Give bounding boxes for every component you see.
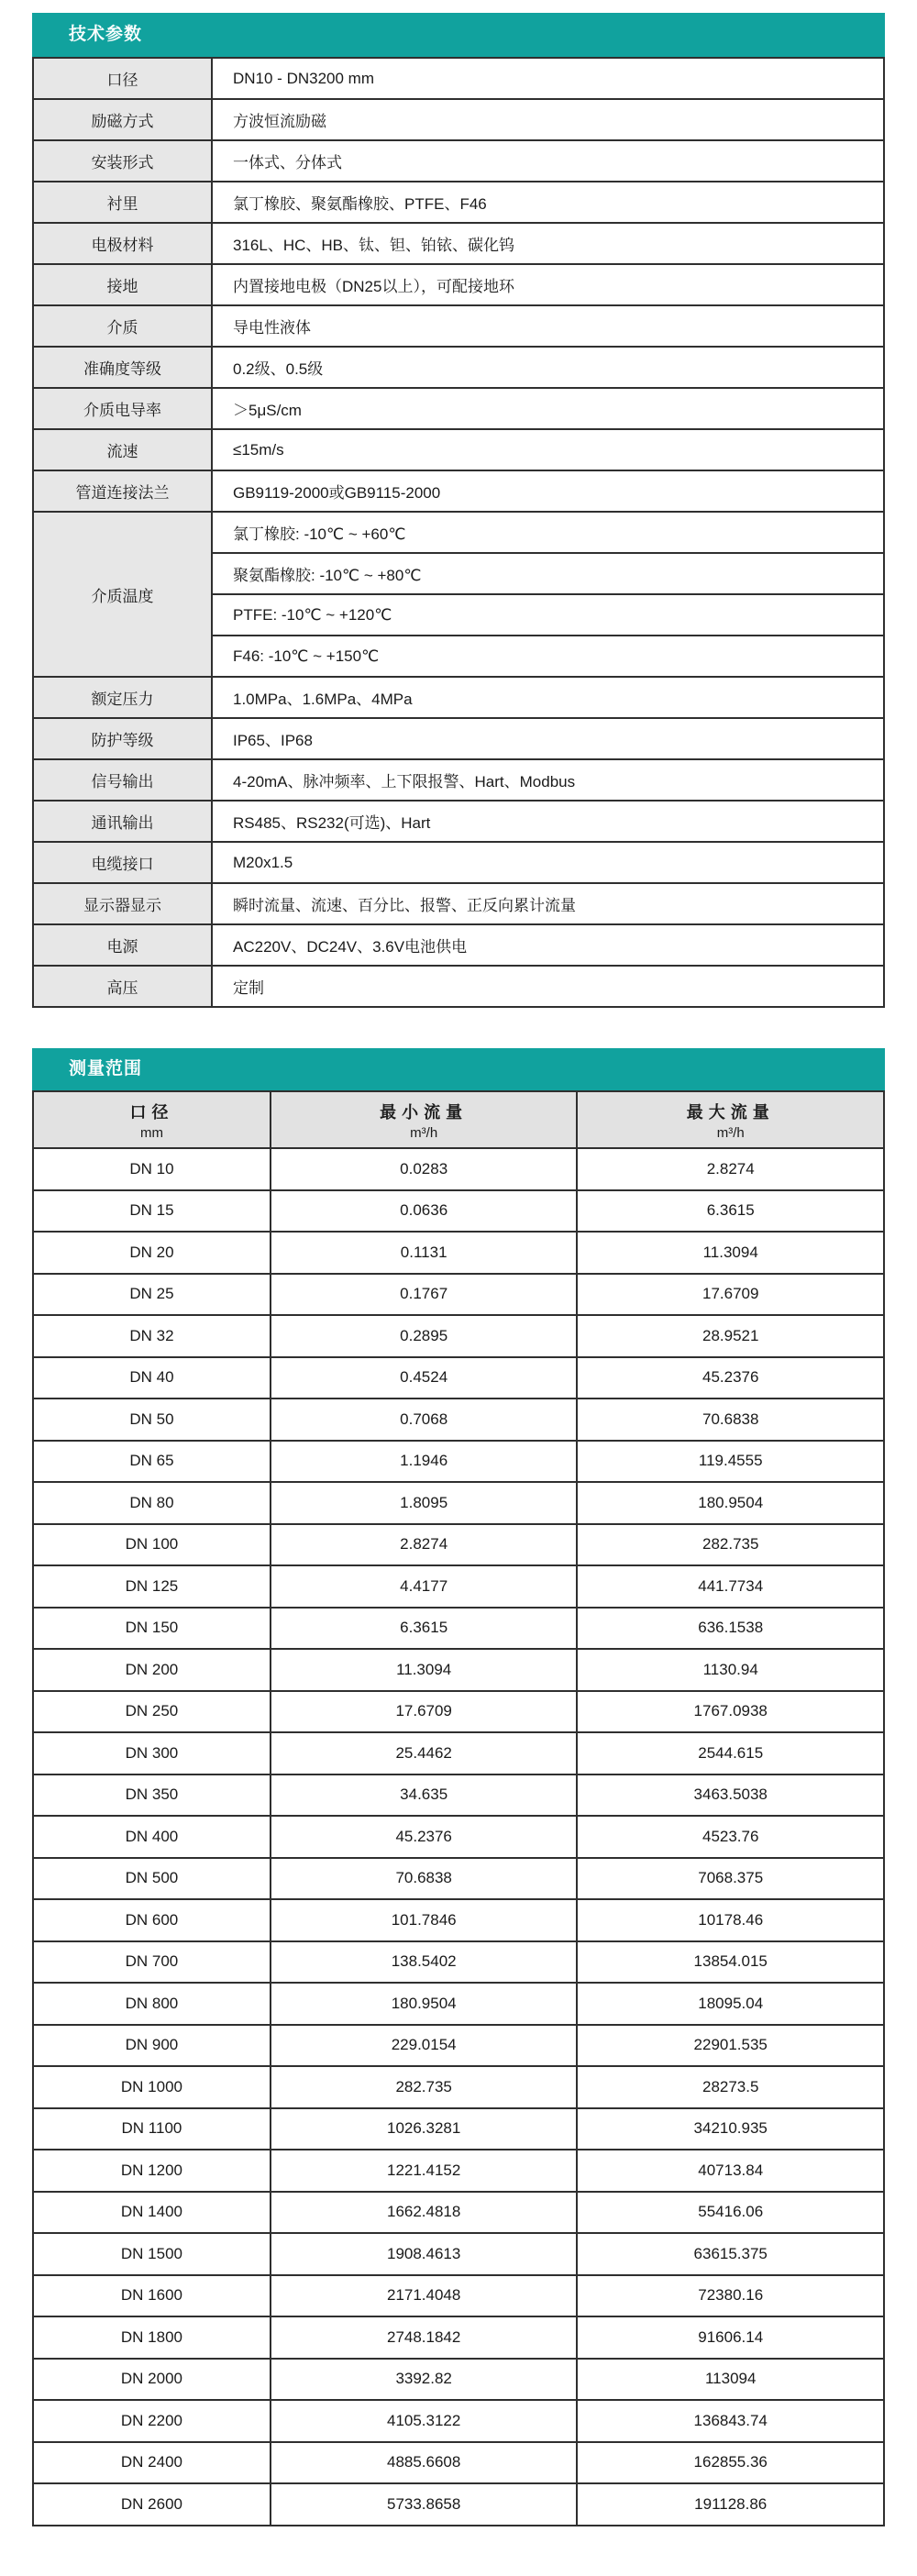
param-label: 额定压力 bbox=[33, 677, 212, 718]
max-flow-cell: 91606.14 bbox=[577, 2316, 884, 2359]
diameter-cell: DN 350 bbox=[33, 1774, 271, 1817]
table-row bbox=[33, 1357, 884, 1399]
param-value: 瞬时流量、流速、百分比、报警、正反向累计流量 bbox=[212, 883, 884, 924]
param-value: 0.2级、0.5级 bbox=[212, 347, 884, 388]
table-row bbox=[33, 1524, 884, 1566]
table-row bbox=[33, 1315, 884, 1357]
max-flow-cell: 282.735 bbox=[577, 1524, 884, 1566]
column-title: 最大流量 bbox=[686, 1102, 775, 1122]
diameter-cell: DN 300 bbox=[33, 1732, 271, 1774]
param-value: 定制 bbox=[212, 966, 884, 1007]
table-row bbox=[33, 2483, 884, 2526]
max-flow-cell: 11.3094 bbox=[577, 1232, 884, 1274]
table-row bbox=[33, 1274, 884, 1316]
min-flow-cell: 1662.4818 bbox=[271, 2192, 578, 2234]
max-flow-cell: 72380.16 bbox=[577, 2275, 884, 2317]
min-flow-cell: 17.6709 bbox=[271, 1691, 578, 1733]
min-flow-cell: 11.3094 bbox=[271, 1649, 578, 1691]
param-value: 内置接地电极（DN25以上），可配接地环 bbox=[212, 264, 884, 305]
param-label: 流速 bbox=[33, 429, 212, 470]
min-flow-cell: 229.0154 bbox=[271, 2025, 578, 2067]
tech-params-header bbox=[32, 13, 885, 57]
param-value: DN10 - DN3200 mm bbox=[212, 58, 884, 99]
measure-range-head bbox=[33, 1091, 884, 1148]
tech-params-table bbox=[32, 57, 885, 1008]
max-flow-cell: 4523.76 bbox=[577, 1816, 884, 1858]
diameter-cell: DN 40 bbox=[33, 1357, 271, 1399]
diameter-cell: DN 250 bbox=[33, 1691, 271, 1733]
table-row bbox=[33, 1649, 884, 1691]
param-value: 方波恒流励磁 bbox=[212, 99, 884, 140]
param-value: 导电性液体 bbox=[212, 305, 884, 347]
max-flow-cell: 1767.0938 bbox=[577, 1691, 884, 1733]
min-flow-cell: 34.635 bbox=[271, 1774, 578, 1817]
max-flow-cell: 34210.935 bbox=[577, 2108, 884, 2150]
table-row bbox=[33, 677, 884, 718]
measure-range-title: 测量范围 bbox=[69, 1059, 143, 1078]
min-flow-cell: 3392.82 bbox=[271, 2359, 578, 2401]
max-flow-cell: 113094 bbox=[577, 2359, 884, 2401]
param-value: AC220V、DC24V、3.6V电池供电 bbox=[212, 924, 884, 966]
min-flow-cell: 0.2895 bbox=[271, 1315, 578, 1357]
table-row bbox=[33, 305, 884, 347]
measure-range-header bbox=[32, 1048, 885, 1090]
max-flow-cell: 441.7734 bbox=[577, 1565, 884, 1608]
table-row bbox=[33, 347, 884, 388]
param-label: 显示器显示 bbox=[33, 883, 212, 924]
table-row bbox=[33, 2400, 884, 2442]
max-flow-cell: 1130.94 bbox=[577, 1649, 884, 1691]
table-row bbox=[33, 140, 884, 182]
min-flow-cell: 2171.4048 bbox=[271, 2275, 578, 2317]
table-row bbox=[33, 718, 884, 759]
table-row bbox=[33, 1941, 884, 1984]
table-row bbox=[33, 2108, 884, 2150]
max-flow-cell: 13854.015 bbox=[577, 1941, 884, 1984]
table-row bbox=[33, 966, 884, 1007]
diameter-cell: DN 800 bbox=[33, 1983, 271, 2025]
diameter-cell: DN 1800 bbox=[33, 2316, 271, 2359]
column-header-min-flow bbox=[271, 1091, 578, 1148]
table-row bbox=[33, 264, 884, 305]
max-flow-cell: 70.6838 bbox=[577, 1399, 884, 1441]
diameter-cell: DN 1400 bbox=[33, 2192, 271, 2234]
min-flow-cell: 45.2376 bbox=[271, 1816, 578, 1858]
header-row bbox=[33, 1091, 884, 1148]
min-flow-cell: 6.3615 bbox=[271, 1608, 578, 1650]
table-row bbox=[33, 2025, 884, 2067]
table-row bbox=[33, 1608, 884, 1650]
diameter-cell: DN 500 bbox=[33, 1858, 271, 1900]
min-flow-cell: 4.4177 bbox=[271, 1565, 578, 1608]
table-row bbox=[33, 1399, 884, 1441]
param-label: 准确度等级 bbox=[33, 347, 212, 388]
diameter-cell: DN 80 bbox=[33, 1482, 271, 1524]
param-label: 接地 bbox=[33, 264, 212, 305]
diameter-cell: DN 2000 bbox=[33, 2359, 271, 2401]
min-flow-cell: 1221.4152 bbox=[271, 2150, 578, 2192]
diameter-cell: DN 2400 bbox=[33, 2442, 271, 2484]
param-label: 口径 bbox=[33, 58, 212, 99]
param-value: 一体式、分体式 bbox=[212, 140, 884, 182]
diameter-cell: DN 150 bbox=[33, 1608, 271, 1650]
max-flow-cell: 3463.5038 bbox=[577, 1774, 884, 1817]
param-value: ＞5μS/cm bbox=[212, 388, 884, 429]
diameter-cell: DN 65 bbox=[33, 1441, 271, 1483]
diameter-cell: DN 20 bbox=[33, 1232, 271, 1274]
param-label: 电缆接口 bbox=[33, 842, 212, 883]
diameter-cell: DN 600 bbox=[33, 1899, 271, 1941]
column-unit: m³/h bbox=[716, 1124, 745, 1141]
table-row bbox=[33, 924, 884, 966]
table-row bbox=[33, 429, 884, 470]
column-header-max-flow bbox=[577, 1091, 884, 1148]
table-row bbox=[33, 2275, 884, 2317]
table-row bbox=[33, 1148, 884, 1190]
max-flow-cell: 7068.375 bbox=[577, 1858, 884, 1900]
diameter-cell: DN 1100 bbox=[33, 2108, 271, 2150]
table-row bbox=[33, 1565, 884, 1608]
diameter-cell: DN 25 bbox=[33, 1274, 271, 1316]
diameter-cell: DN 900 bbox=[33, 2025, 271, 2067]
max-flow-cell: 2.8274 bbox=[577, 1148, 884, 1190]
column-header-diameter bbox=[33, 1091, 271, 1148]
param-value: F46: -10℃ ~ +150℃ bbox=[212, 636, 884, 677]
section-gap bbox=[32, 1008, 885, 1048]
param-value: ≤15m/s bbox=[212, 429, 884, 470]
table-row bbox=[33, 1691, 884, 1733]
param-value: 316L、HC、HB、钛、钽、铂铱、碳化钨 bbox=[212, 223, 884, 264]
max-flow-cell: 180.9504 bbox=[577, 1482, 884, 1524]
diameter-cell: DN 400 bbox=[33, 1816, 271, 1858]
param-label: 介质电导率 bbox=[33, 388, 212, 429]
min-flow-cell: 1908.4613 bbox=[271, 2233, 578, 2275]
table-row bbox=[33, 801, 884, 842]
min-flow-cell: 0.7068 bbox=[271, 1399, 578, 1441]
diameter-cell: DN 1200 bbox=[33, 2150, 271, 2192]
table-row bbox=[33, 223, 884, 264]
max-flow-cell: 17.6709 bbox=[577, 1274, 884, 1316]
min-flow-cell: 180.9504 bbox=[271, 1983, 578, 2025]
table-row bbox=[33, 99, 884, 140]
table-row bbox=[33, 2192, 884, 2234]
param-label: 电极材料 bbox=[33, 223, 212, 264]
param-label: 介质 bbox=[33, 305, 212, 347]
min-flow-cell: 0.1131 bbox=[271, 1232, 578, 1274]
table-row bbox=[33, 883, 884, 924]
diameter-cell: DN 50 bbox=[33, 1399, 271, 1441]
tech-params-title: 技术参数 bbox=[69, 25, 143, 44]
param-value: M20x1.5 bbox=[212, 842, 884, 883]
min-flow-cell: 5733.8658 bbox=[271, 2483, 578, 2526]
max-flow-cell: 162855.36 bbox=[577, 2442, 884, 2484]
table-row bbox=[33, 388, 884, 429]
max-flow-cell: 2544.615 bbox=[577, 1732, 884, 1774]
max-flow-cell: 22901.535 bbox=[577, 2025, 884, 2067]
param-value: 氯丁橡胶: -10℃ ~ +60℃ bbox=[212, 512, 884, 553]
param-label: 通讯输出 bbox=[33, 801, 212, 842]
diameter-cell: DN 32 bbox=[33, 1315, 271, 1357]
param-value: IP65、IP68 bbox=[212, 718, 884, 759]
diameter-cell: DN 125 bbox=[33, 1565, 271, 1608]
table-row bbox=[33, 759, 884, 801]
table-row bbox=[33, 2316, 884, 2359]
table-row bbox=[33, 1983, 884, 2025]
table-row bbox=[33, 58, 884, 99]
max-flow-cell: 63615.375 bbox=[577, 2233, 884, 2275]
min-flow-cell: 0.0283 bbox=[271, 1148, 578, 1190]
min-flow-cell: 0.0636 bbox=[271, 1190, 578, 1233]
param-value: GB9119-2000或GB9115-2000 bbox=[212, 470, 884, 512]
diameter-cell: DN 1600 bbox=[33, 2275, 271, 2317]
max-flow-cell: 55416.06 bbox=[577, 2192, 884, 2234]
diameter-cell: DN 1500 bbox=[33, 2233, 271, 2275]
param-value: 4-20mA、脉冲频率、上下限报警、Hart、Modbus bbox=[212, 759, 884, 801]
table-row bbox=[33, 1232, 884, 1274]
table-row bbox=[33, 1441, 884, 1483]
tech-params-body bbox=[33, 58, 884, 1007]
min-flow-cell: 101.7846 bbox=[271, 1899, 578, 1941]
diameter-cell: DN 2600 bbox=[33, 2483, 271, 2526]
diameter-cell: DN 10 bbox=[33, 1148, 271, 1190]
table-row bbox=[33, 1816, 884, 1858]
measure-range-body bbox=[33, 1148, 884, 2526]
diameter-cell: DN 1000 bbox=[33, 2066, 271, 2108]
diameter-cell: DN 15 bbox=[33, 1190, 271, 1233]
param-value: 聚氨酯橡胶: -10℃ ~ +80℃ bbox=[212, 553, 884, 594]
table-row bbox=[33, 1899, 884, 1941]
min-flow-cell: 25.4462 bbox=[271, 1732, 578, 1774]
table-row bbox=[33, 2066, 884, 2108]
column-title: 口径 bbox=[129, 1102, 174, 1122]
diameter-cell: DN 200 bbox=[33, 1649, 271, 1691]
param-label: 介质温度 bbox=[33, 512, 212, 677]
table-row bbox=[33, 2233, 884, 2275]
max-flow-cell: 10178.46 bbox=[577, 1899, 884, 1941]
min-flow-cell: 2.8274 bbox=[271, 1524, 578, 1566]
param-label: 衬里 bbox=[33, 182, 212, 223]
table-row bbox=[33, 1190, 884, 1233]
max-flow-cell: 28273.5 bbox=[577, 2066, 884, 2108]
param-label: 信号输出 bbox=[33, 759, 212, 801]
column-unit: m³/h bbox=[410, 1124, 438, 1141]
min-flow-cell: 1.1946 bbox=[271, 1441, 578, 1483]
table-row bbox=[33, 1858, 884, 1900]
min-flow-cell: 282.735 bbox=[271, 2066, 578, 2108]
param-label: 励磁方式 bbox=[33, 99, 212, 140]
min-flow-cell: 138.5402 bbox=[271, 1941, 578, 1984]
measure-range-table bbox=[32, 1090, 885, 2526]
param-value: 1.0MPa、1.6MPa、4MPa bbox=[212, 677, 884, 718]
min-flow-cell: 1.8095 bbox=[271, 1482, 578, 1524]
param-label: 管道连接法兰 bbox=[33, 470, 212, 512]
max-flow-cell: 40713.84 bbox=[577, 2150, 884, 2192]
column-title: 最小流量 bbox=[380, 1102, 469, 1122]
min-flow-cell: 0.4524 bbox=[271, 1357, 578, 1399]
table-row bbox=[33, 512, 884, 553]
table-row bbox=[33, 1732, 884, 1774]
param-label: 高压 bbox=[33, 966, 212, 1007]
table-row bbox=[33, 2150, 884, 2192]
max-flow-cell: 45.2376 bbox=[577, 1357, 884, 1399]
param-label: 电源 bbox=[33, 924, 212, 966]
param-label: 防护等级 bbox=[33, 718, 212, 759]
table-row bbox=[33, 182, 884, 223]
min-flow-cell: 2748.1842 bbox=[271, 2316, 578, 2359]
table-row bbox=[33, 470, 884, 512]
max-flow-cell: 18095.04 bbox=[577, 1983, 884, 2025]
min-flow-cell: 0.1767 bbox=[271, 1274, 578, 1316]
max-flow-cell: 6.3615 bbox=[577, 1190, 884, 1233]
max-flow-cell: 636.1538 bbox=[577, 1608, 884, 1650]
diameter-cell: DN 2200 bbox=[33, 2400, 271, 2442]
max-flow-cell: 136843.74 bbox=[577, 2400, 884, 2442]
max-flow-cell: 119.4555 bbox=[577, 1441, 884, 1483]
table-row bbox=[33, 1774, 884, 1817]
min-flow-cell: 1026.3281 bbox=[271, 2108, 578, 2150]
table-row bbox=[33, 842, 884, 883]
table-row bbox=[33, 1482, 884, 1524]
max-flow-cell: 28.9521 bbox=[577, 1315, 884, 1357]
param-value: PTFE: -10℃ ~ +120℃ bbox=[212, 594, 884, 636]
diameter-cell: DN 100 bbox=[33, 1524, 271, 1566]
param-value: RS485、RS232(可选)、Hart bbox=[212, 801, 884, 842]
table-row bbox=[33, 2359, 884, 2401]
param-label: 安装形式 bbox=[33, 140, 212, 182]
column-unit: mm bbox=[139, 1124, 163, 1141]
param-value: 氯丁橡胶、聚氨酯橡胶、PTFE、F46 bbox=[212, 182, 884, 223]
min-flow-cell: 70.6838 bbox=[271, 1858, 578, 1900]
min-flow-cell: 4885.6608 bbox=[271, 2442, 578, 2484]
max-flow-cell: 191128.86 bbox=[577, 2483, 884, 2526]
min-flow-cell: 4105.3122 bbox=[271, 2400, 578, 2442]
table-row bbox=[33, 2442, 884, 2484]
diameter-cell: DN 700 bbox=[33, 1941, 271, 1984]
